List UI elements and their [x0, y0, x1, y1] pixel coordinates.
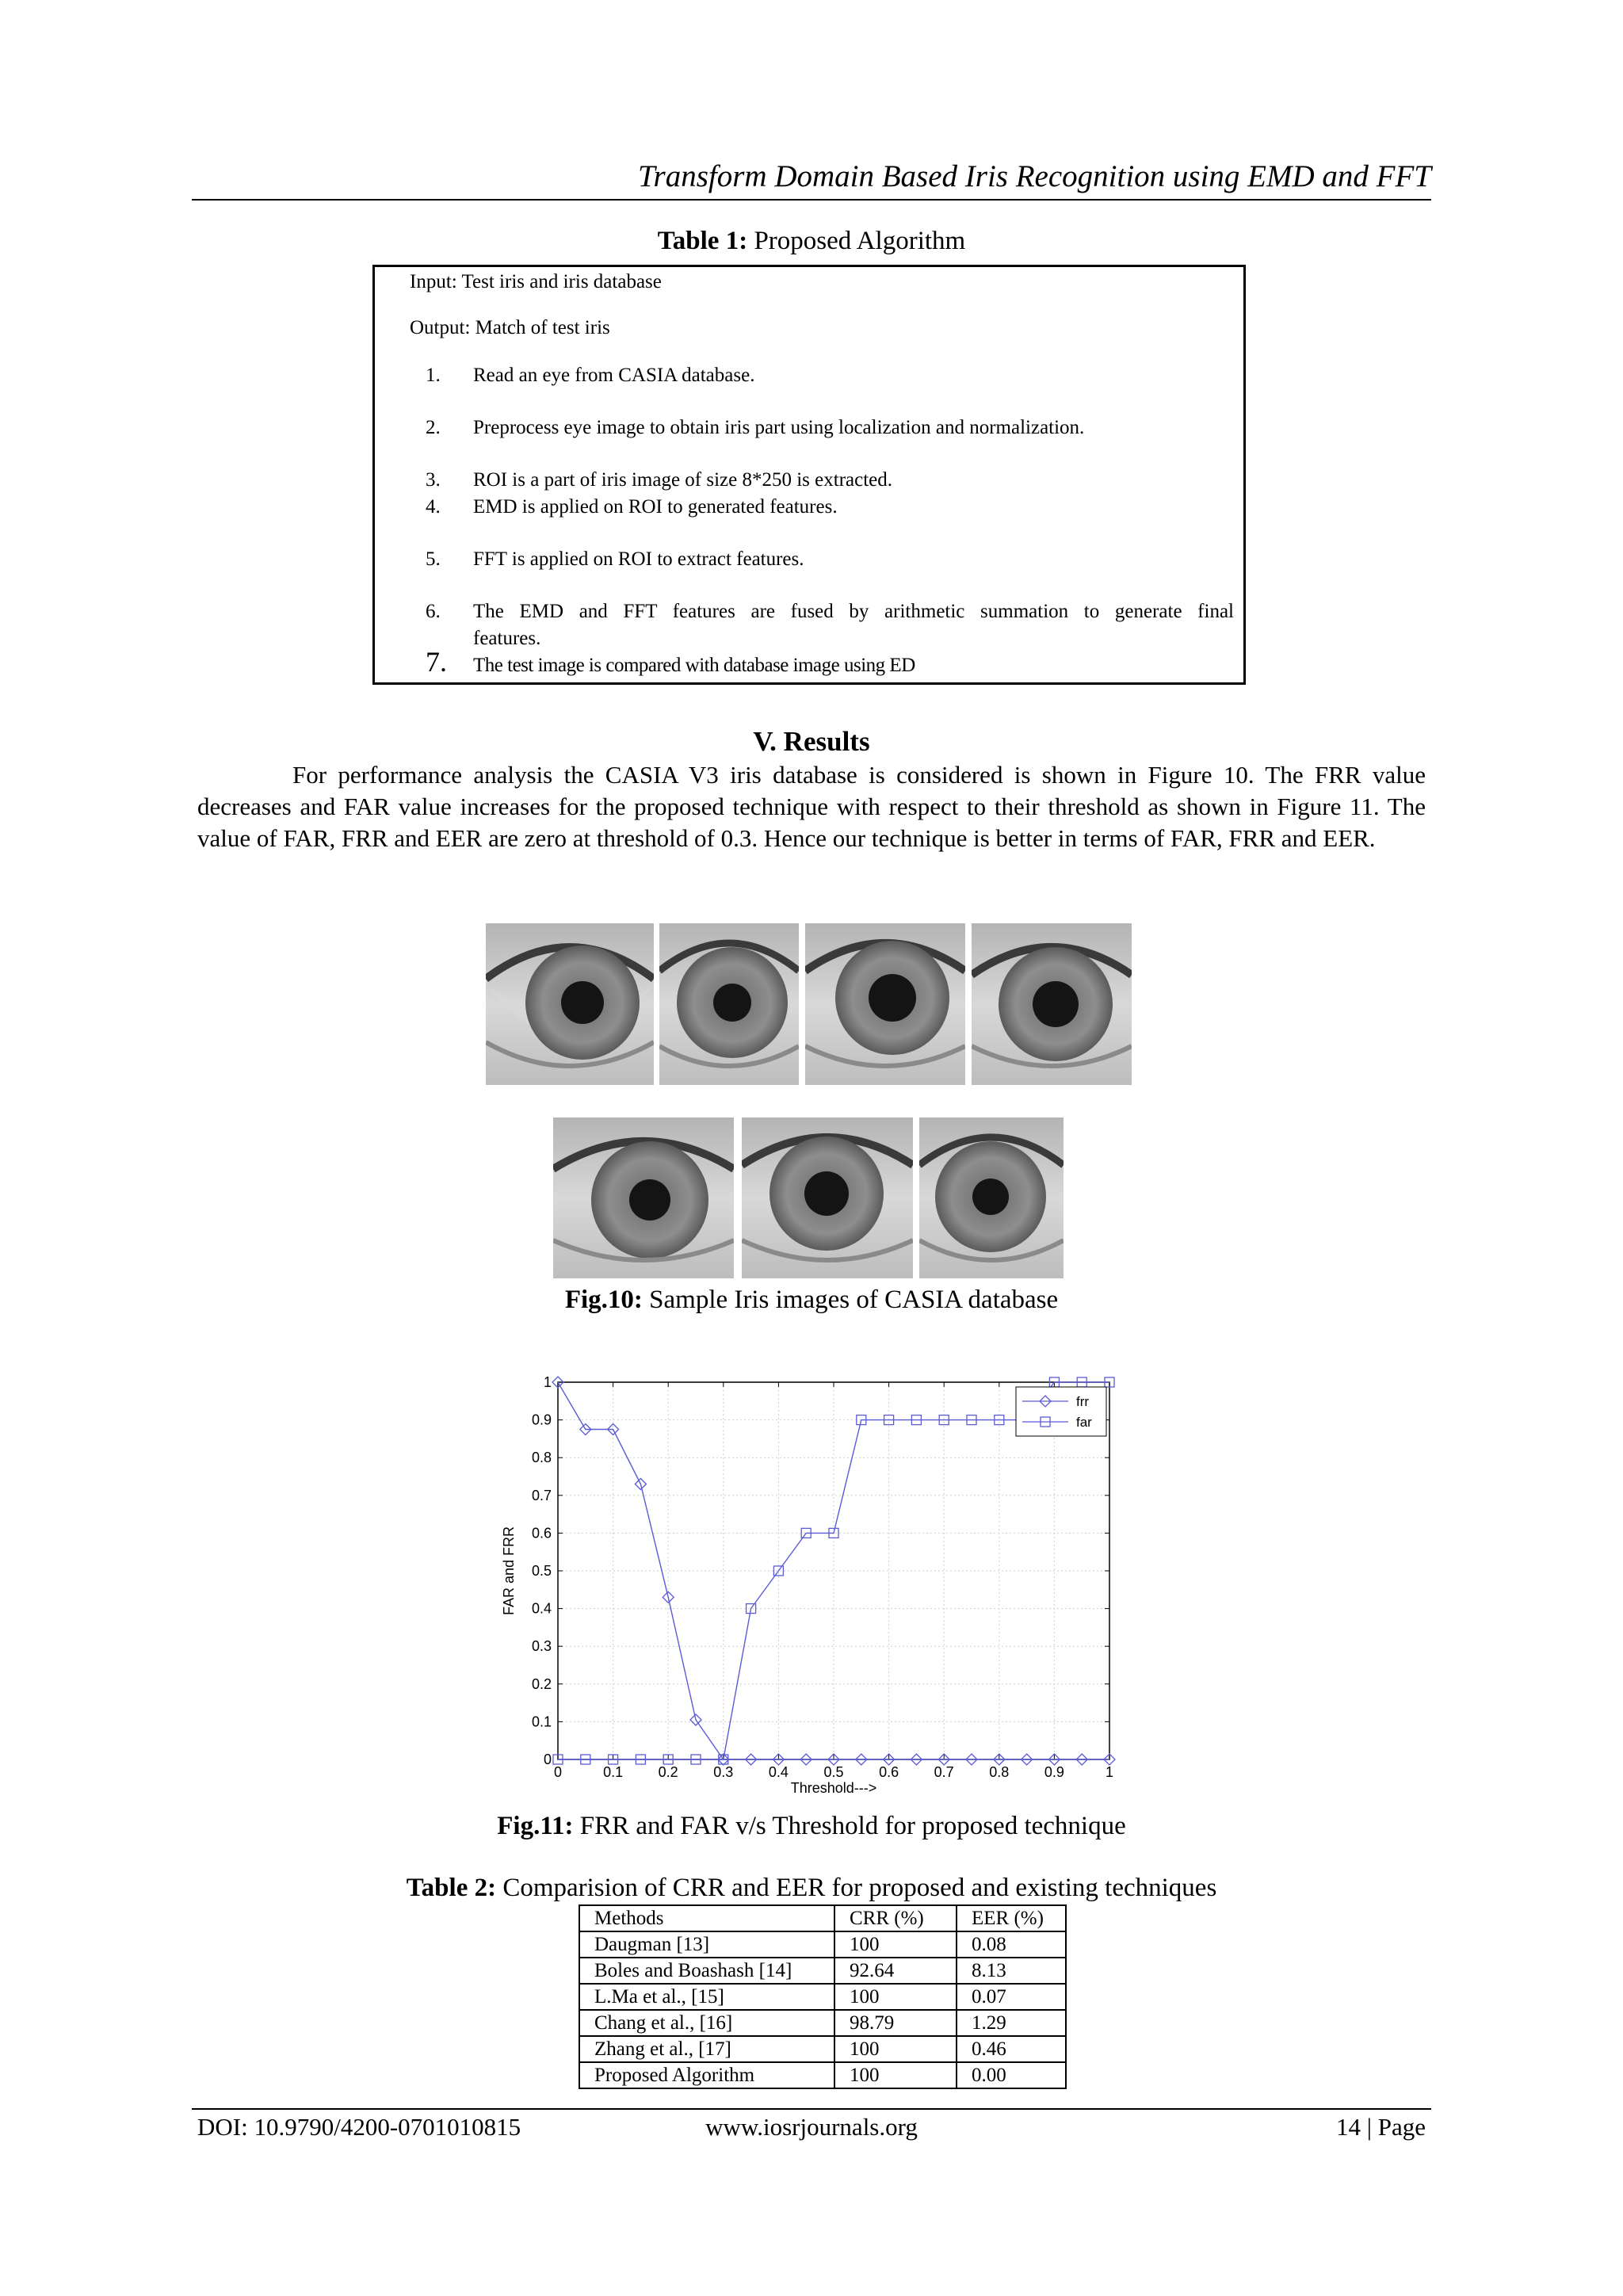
algo-step: [426, 470, 1234, 490]
algo-step-text: EMD is applied on ROI to generated features.: [473, 496, 838, 518]
table1-caption-label: Table 1:: [657, 227, 748, 255]
results-paragraph: For performance analysis the CASIA V3 iris database is considered is shown in Figure 10. The FRR value decreases and FAR value increases for the proposed technique with respect to their threshold as shown in Figure 11. The value of FAR, FRR and EER are zero at threshold of 0.3. Hence our technique is better in terms of FAR, FRR and EER.: [197, 761, 1426, 852]
table-cell: 100: [834, 2036, 957, 2062]
table-cell: 0.46: [957, 2036, 1066, 2062]
header-rule: [192, 199, 1431, 201]
legend-box: [1016, 1387, 1106, 1436]
fig11-caption-label: Fig.11:: [497, 1812, 574, 1840]
footer-doi: DOI: 10.9790/4200-0701010815: [197, 2113, 521, 2141]
algo-step-number: 3.: [426, 469, 441, 491]
algo-step: [426, 365, 1234, 385]
x-tick-label: 1: [1105, 1764, 1114, 1780]
iris-sample-image: [919, 1117, 1064, 1278]
table-cell: 98.79: [834, 2010, 957, 2036]
table-header-cell: EER (%): [957, 1905, 1066, 1931]
table-row: [579, 2036, 1066, 2062]
table-cell: L.Ma et al., [15]: [579, 1984, 834, 2010]
table-cell: 92.64: [834, 1958, 957, 1984]
footer-rule: [192, 2108, 1431, 2110]
table-row: [579, 2062, 1066, 2088]
algo-output: Output: Match of test iris: [410, 317, 610, 338]
table-row: [579, 1958, 1066, 1984]
table-header-cell: CRR (%): [834, 1905, 957, 1931]
table-cell: 0.00: [957, 2062, 1066, 2088]
footer-website: www.iosrjournals.org: [705, 2113, 918, 2141]
y-tick-label: 0.1: [531, 1713, 552, 1730]
y-tick-label: 0: [543, 1752, 552, 1767]
y-tick-label: 0.4: [531, 1600, 552, 1617]
table-row: [579, 1931, 1066, 1958]
table1-caption-text: Proposed Algorithm: [754, 227, 966, 255]
iris-sample-image: [805, 923, 965, 1085]
iris-sample-image: [972, 923, 1132, 1085]
x-tick-label: 0.8: [989, 1764, 1010, 1780]
table-row: [579, 1984, 1066, 2010]
algo-step-text: Preprocess eye image to obtain iris part using localization and normalization.: [473, 417, 1085, 438]
x-tick-label: 0.3: [713, 1764, 734, 1780]
fig11-caption: [0, 1812, 1623, 1841]
algo-step-number: 5.: [426, 548, 441, 570]
table-cell: Daugman [13]: [579, 1931, 834, 1958]
table-cell: Proposed Algorithm: [579, 2062, 834, 2088]
legend-label-frr: frr: [1076, 1394, 1090, 1409]
running-header-title: Transform Domain Based Iris Recognition using EMD and FFT: [638, 159, 1431, 193]
frr-far-chart: [491, 1363, 1125, 1807]
table-row: [579, 2010, 1066, 2036]
x-tick-label: 0.6: [879, 1764, 899, 1780]
algo-step: [426, 497, 1234, 517]
table2-caption-label: Table 2:: [406, 1874, 497, 1902]
algo-step: [426, 549, 1234, 569]
algo-step-number: 2.: [426, 417, 441, 438]
algo-step-text: Read an eye from CASIA database.: [473, 365, 755, 386]
algo-step-text: features.: [473, 628, 541, 649]
table-header-cell: Methods: [579, 1905, 834, 1931]
algo-step-continuation: [426, 628, 1234, 648]
y-tick-label: 0.9: [531, 1412, 552, 1428]
table-cell: 0.07: [957, 1984, 1066, 2010]
iris-sample-image: [742, 1117, 913, 1278]
table-cell: Chang et al., [16]: [579, 2010, 834, 2036]
algo-step-number: 7.: [426, 646, 447, 678]
x-axis-label: Threshold--->: [790, 1780, 877, 1796]
comparison-table: [579, 1904, 1067, 2089]
table-cell: 1.29: [957, 2010, 1066, 2036]
table1-caption: [0, 227, 1623, 256]
algorithm-box: [372, 265, 1246, 685]
chart-svg: [491, 1363, 1125, 1807]
footer-page: 14 | Page: [1336, 2113, 1426, 2141]
y-tick-label: 1: [543, 1374, 552, 1390]
x-tick-label: 0.2: [658, 1764, 678, 1780]
algo-step-text: The EMD and FFT features are fused by arithmetic summation to generate final: [473, 601, 1234, 622]
algo-step-number: 4.: [426, 496, 441, 518]
table-cell: 100: [834, 1931, 957, 1958]
algo-step: [426, 418, 1234, 437]
y-axis-label: FAR and FRR: [501, 1526, 517, 1616]
x-tick-label: 0.4: [768, 1764, 789, 1780]
table2-caption: [0, 1874, 1623, 1903]
table-cell: Zhang et al., [17]: [579, 2036, 834, 2062]
legend-label-far: far: [1076, 1415, 1092, 1430]
x-tick-label: 0.7: [934, 1764, 954, 1780]
table-cell: 100: [834, 2062, 957, 2088]
fig10-caption-text: Sample Iris images of CASIA database: [649, 1286, 1059, 1314]
x-tick-label: 0.5: [823, 1764, 844, 1780]
algo-step-text: FFT is applied on ROI to extract features.: [473, 548, 804, 570]
table-cell: 0.08: [957, 1931, 1066, 1958]
y-tick-label: 0.6: [531, 1525, 552, 1541]
section-heading: V. Results: [753, 726, 870, 757]
algo-step-text: ROI is a part of iris image of size 8*250 is extracted.: [473, 469, 893, 491]
x-tick-label: 0.9: [1044, 1764, 1064, 1780]
algo-step: [426, 646, 1234, 678]
y-tick-label: 0.2: [531, 1675, 552, 1692]
algo-step: [426, 602, 1234, 621]
table2-caption-text: Comparision of CRR and EER for proposed and existing techniques: [502, 1874, 1217, 1902]
y-tick-label: 0.5: [531, 1563, 552, 1579]
algo-step-number: 1.: [426, 365, 441, 386]
iris-sample-image: [659, 923, 799, 1085]
x-tick-label: 0.1: [603, 1764, 624, 1780]
fig10-caption: [0, 1286, 1623, 1315]
table-cell: 100: [834, 1984, 957, 2010]
iris-sample-image: [486, 923, 654, 1085]
algo-step-text: The test image is compared with database image using ED: [473, 655, 915, 676]
fig10-caption-label: Fig.10:: [564, 1286, 643, 1314]
y-tick-label: 0.8: [531, 1450, 552, 1466]
table-cell: Boles and Boashash [14]: [579, 1958, 834, 1984]
algo-input: Input: Test iris and iris database: [410, 271, 662, 292]
table-header-row: [579, 1905, 1066, 1931]
x-tick-label: 0: [553, 1764, 563, 1780]
y-tick-label: 0.7: [531, 1487, 552, 1503]
y-tick-label: 0.3: [531, 1638, 552, 1655]
fig11-caption-text: FRR and FAR v/s Threshold for proposed technique: [579, 1812, 1126, 1840]
algo-step-number: 6.: [426, 601, 441, 622]
iris-sample-image: [553, 1117, 734, 1278]
table-cell: 8.13: [957, 1958, 1066, 1984]
